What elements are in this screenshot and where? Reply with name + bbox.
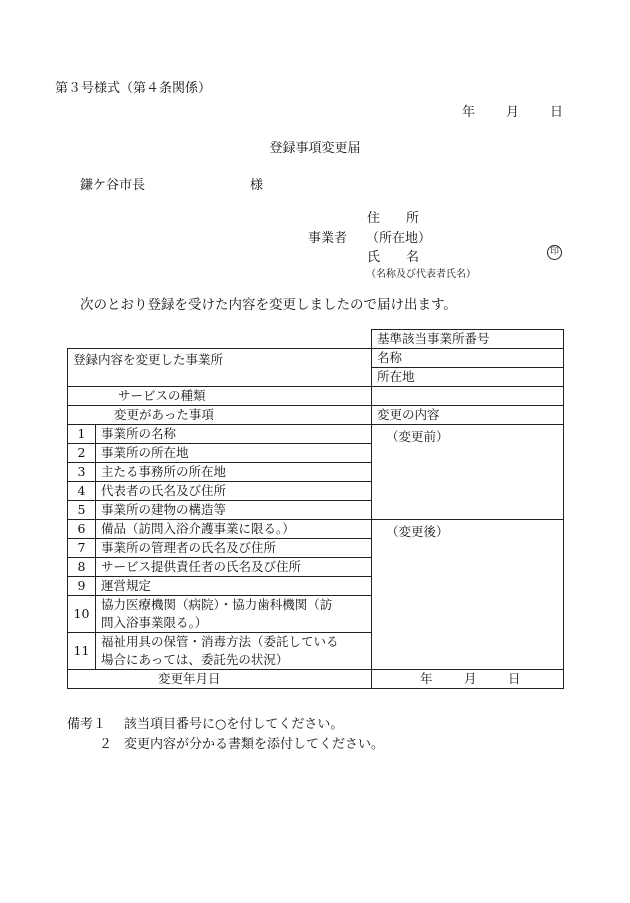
table-row	[68, 520, 564, 539]
change-date-value[interactable]	[372, 670, 564, 689]
change-content-label: 変更の内容	[372, 406, 564, 425]
addressee-suffix: 様	[250, 178, 264, 193]
name-note: （名称及び代表者氏名）	[366, 269, 476, 280]
item-number[interactable]: 5	[68, 501, 96, 520]
table-row	[68, 387, 564, 406]
item-text: 主たる事務所の所在地	[96, 463, 372, 482]
item-text: 事業所の管理者の氏名及び住所	[96, 539, 372, 558]
item-number[interactable]: 1	[68, 425, 96, 444]
change-date-label: 変更年月日	[68, 670, 372, 689]
operator-label: 事業者	[308, 231, 348, 246]
before-change-label: （変更前）	[386, 429, 449, 444]
registration-change-table	[67, 329, 564, 689]
form-number: 第３号様式（第４条関係）	[55, 81, 212, 96]
table-row	[68, 425, 564, 444]
item-text: 代表者の氏名及び住所	[96, 482, 372, 501]
item-text-line: 場合にあっては、委託先の状況）	[101, 652, 289, 667]
seal-mark-icon: 印	[547, 245, 562, 260]
item-text: 事業所の建物の構造等	[96, 501, 372, 520]
remark-item-1: 該当項目番号に○を付してください。	[124, 717, 344, 732]
item-number[interactable]: 11	[68, 633, 96, 670]
table-row	[68, 349, 564, 368]
table-row	[68, 330, 564, 349]
item-text-line: 福祉用具の保管・消毒方法（委託している	[101, 634, 339, 649]
date-month-label: 月	[506, 105, 520, 120]
table-row	[68, 406, 564, 425]
item-text: 運営規定	[96, 577, 372, 596]
item-text	[96, 633, 372, 670]
date-year-label: 年	[462, 105, 476, 120]
item-text: サービス提供責任者の氏名及び住所	[96, 558, 372, 577]
after-change-label: （変更後）	[386, 524, 449, 539]
table-row	[68, 670, 564, 689]
item-number[interactable]: 4	[68, 482, 96, 501]
addressee-name: 鎌ケ谷市長	[80, 178, 146, 193]
service-type-value[interactable]	[372, 387, 564, 406]
changed-items-label: 変更があった事項	[68, 406, 372, 425]
change-date-day: 日	[508, 671, 521, 686]
standard-number-label: 基準該当事業所番号	[372, 330, 564, 349]
after-change-cell[interactable]	[372, 520, 564, 670]
item-number[interactable]: 6	[68, 520, 96, 539]
date-day-label: 日	[550, 105, 564, 120]
document-title: 登録事項変更届	[269, 141, 361, 156]
change-date-month: 月	[464, 671, 477, 686]
service-type-label: サービスの種類	[68, 387, 372, 406]
name-label: 氏 名	[367, 250, 420, 265]
office-name-label: 名称	[372, 349, 564, 368]
change-date-year: 年	[420, 671, 433, 686]
item-number[interactable]: 3	[68, 463, 96, 482]
office-label: 登録内容を変更した事業所	[68, 349, 372, 387]
location-label: （所在地）	[366, 231, 432, 246]
item-text-line: 問入浴事業限る。）	[101, 615, 208, 630]
address-label: 住 所	[367, 211, 420, 226]
item-number[interactable]: 7	[68, 539, 96, 558]
item-text-line: 協力医療機関（病院）・協力歯科機関（訪	[101, 597, 333, 612]
item-number[interactable]: 8	[68, 558, 96, 577]
intro-text: 次のとおり登録を受けた内容を変更しましたので届け出ます。	[80, 297, 457, 313]
remarks-heading: 備考１	[67, 717, 107, 732]
item-text: 事業所の名称	[96, 425, 372, 444]
office-location-label: 所在地	[372, 368, 564, 387]
item-text: 事業所の所在地	[96, 444, 372, 463]
item-number[interactable]: 2	[68, 444, 96, 463]
remark-item-2-number: ２	[99, 737, 113, 752]
before-change-cell[interactable]	[372, 425, 564, 520]
remark-item-2: 変更内容が分かる書類を添付してください。	[124, 737, 385, 752]
item-number[interactable]: 10	[68, 596, 96, 633]
item-number[interactable]: 9	[68, 577, 96, 596]
item-text: 備品（訪問入浴介護事業に限る。）	[96, 520, 372, 539]
item-text	[96, 596, 372, 633]
